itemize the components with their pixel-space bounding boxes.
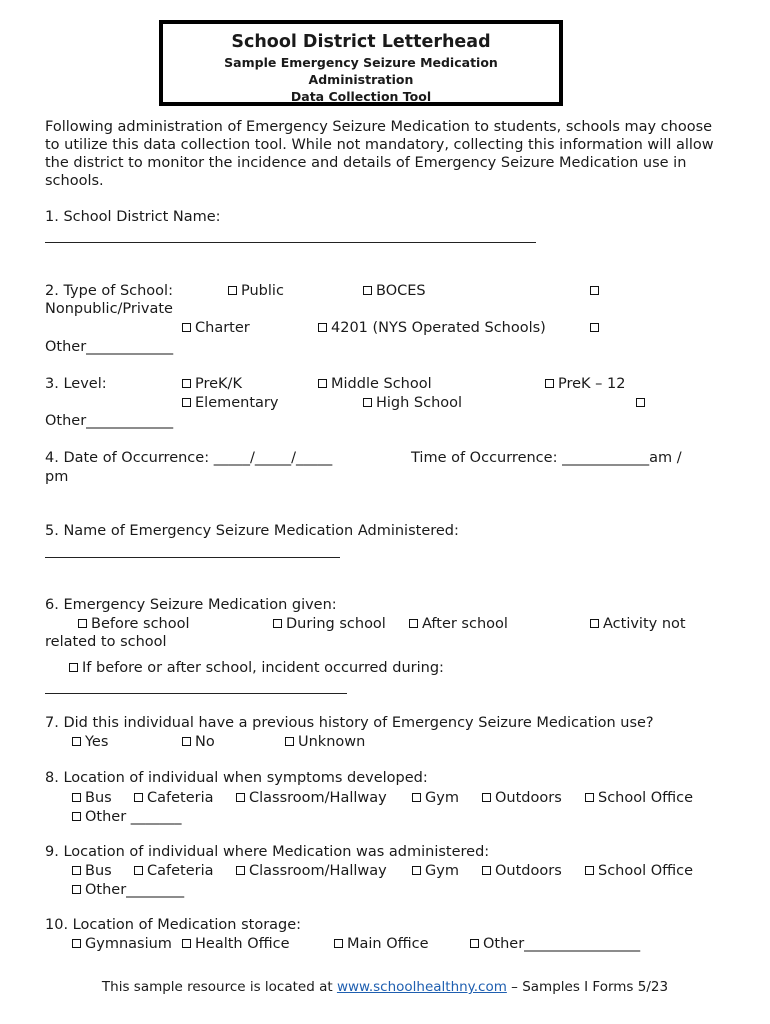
q6-after-option[interactable]: After school	[409, 615, 508, 633]
q6-label: 6. Emergency Seizure Medication given:	[45, 597, 337, 613]
footer-link[interactable]: www.schoolhealthny.com	[336, 979, 507, 995]
q8-classroom-option[interactable]: Classroom/Hallway	[236, 789, 387, 807]
q9-classroom-option[interactable]: Classroom/Hallway	[236, 862, 387, 880]
checkbox-icon[interactable]	[182, 323, 191, 332]
checkbox-icon[interactable]	[78, 619, 87, 628]
checkbox-icon[interactable]	[182, 939, 191, 948]
q3-prek12-option[interactable]: PreK – 12	[545, 375, 625, 393]
checkbox-icon[interactable]	[318, 379, 327, 388]
checkbox-icon[interactable]	[363, 286, 372, 295]
checkbox-icon[interactable]	[482, 866, 491, 875]
q3-elementary-option[interactable]: Elementary	[182, 394, 278, 412]
checkbox-icon[interactable]	[72, 793, 81, 802]
q10-other-option[interactable]: Other________________	[470, 935, 640, 953]
intro-paragraph: Following administration of Emergency Seizure Medication to students, schools may choose to utilize this data collection tool. While not mandatory, collecting this information will allow the district to monitor the incidence and details of Emergency Seizure Medication use in schools.	[45, 119, 714, 189]
q9-other-option[interactable]: Other________	[72, 881, 184, 899]
checkbox-icon[interactable]	[545, 379, 554, 388]
q8-outdoors-option[interactable]: Outdoors	[482, 789, 562, 807]
q10-health-option[interactable]: Health Office	[182, 935, 290, 953]
q5-label: 5. Name of Emergency Seizure Medication Administered:	[45, 523, 459, 539]
q6-before-option[interactable]: Before school	[78, 615, 190, 633]
checkbox-icon[interactable]	[72, 885, 81, 894]
medication-name-field[interactable]	[45, 557, 340, 558]
checkbox-icon[interactable]	[134, 866, 143, 875]
q6-during-option[interactable]: During school	[273, 615, 386, 633]
checkbox-icon[interactable]	[134, 793, 143, 802]
form-title-line-3: Data Collection Tool	[290, 89, 432, 104]
q10-gym-option[interactable]: Gymnasium	[72, 935, 172, 953]
footer-prefix: This sample resource is located at	[101, 979, 337, 995]
q3-label: 3. Level:	[45, 376, 107, 392]
checkbox-icon[interactable]	[590, 323, 599, 332]
checkbox-icon[interactable]	[228, 286, 237, 295]
checkbox-icon[interactable]	[236, 793, 245, 802]
checkbox-icon[interactable]	[285, 737, 294, 746]
q3-other-field[interactable]: Other____________	[45, 413, 174, 429]
q9-gym-option[interactable]: Gym	[412, 862, 459, 880]
q7-label: 7. Did this individual have a previous history of Emergency Seizure Medication use?	[45, 715, 654, 731]
q7-no-option[interactable]: No	[182, 733, 215, 751]
checkbox-icon[interactable]	[72, 866, 81, 875]
incident-during-field[interactable]	[45, 693, 347, 694]
q8-cafeteria-option[interactable]: Cafeteria	[134, 789, 214, 807]
q9-office-option[interactable]: School Office	[585, 862, 693, 880]
checkbox-icon[interactable]	[412, 793, 421, 802]
footer	[0, 978, 770, 996]
q2-nys-option[interactable]: 4201 (NYS Operated Schools)	[318, 319, 546, 337]
q3-middle-option[interactable]: Middle School	[318, 375, 432, 393]
q3-other-checkbox[interactable]	[636, 394, 649, 412]
q8-office-option[interactable]: School Office	[585, 789, 693, 807]
form-title-line-1: Sample Emergency Seizure Medication	[224, 55, 498, 70]
checkbox-icon[interactable]	[363, 398, 372, 407]
q2-boces-option[interactable]: BOCES	[363, 282, 426, 300]
form-title-line-2: Administration	[308, 72, 414, 87]
checkbox-icon[interactable]	[590, 286, 599, 295]
checkbox-icon[interactable]	[182, 379, 191, 388]
q2-other-field[interactable]: Other____________	[45, 339, 174, 355]
q8-label: 8. Location of individual when symptoms developed:	[45, 770, 428, 786]
q2-nonpublic-label: Nonpublic/Private	[45, 301, 173, 317]
checkbox-icon[interactable]	[72, 737, 81, 746]
q6-activity-option[interactable]: Activity not	[590, 615, 686, 633]
q9-outdoors-option[interactable]: Outdoors	[482, 862, 562, 880]
q10-main-option[interactable]: Main Office	[334, 935, 429, 953]
checkbox-icon[interactable]	[236, 866, 245, 875]
footer-suffix: – Samples I Forms 5/23	[506, 979, 669, 995]
q2-charter-option[interactable]: Charter	[182, 319, 250, 337]
q9-cafeteria-option[interactable]: Cafeteria	[134, 862, 214, 880]
q6-activity-label-cont: related to school	[45, 634, 167, 650]
checkbox-icon[interactable]	[72, 812, 81, 821]
checkbox-icon[interactable]	[334, 939, 343, 948]
q4-pm-label: pm	[45, 469, 69, 485]
checkbox-icon[interactable]	[72, 939, 81, 948]
q4-time-field[interactable]: Time of Occurrence: ____________am /	[411, 450, 682, 466]
checkbox-icon[interactable]	[69, 663, 78, 672]
q3-high-option[interactable]: High School	[363, 394, 462, 412]
q7-yes-option[interactable]: Yes	[72, 733, 108, 751]
q2-label: 2. Type of School:	[45, 283, 173, 299]
checkbox-icon[interactable]	[409, 619, 418, 628]
q7-unknown-option[interactable]: Unknown	[285, 733, 365, 751]
checkbox-icon[interactable]	[585, 866, 594, 875]
district-name-field[interactable]	[45, 242, 536, 243]
letterhead-title: School District Letterhead	[231, 32, 491, 52]
checkbox-icon[interactable]	[412, 866, 421, 875]
q3-prek-option[interactable]: PreK/K	[182, 375, 242, 393]
checkbox-icon[interactable]	[585, 793, 594, 802]
q9-bus-option[interactable]: Bus	[72, 862, 112, 880]
q2-other-checkbox[interactable]	[590, 319, 603, 337]
checkbox-icon[interactable]	[273, 619, 282, 628]
q8-gym-option[interactable]: Gym	[412, 789, 459, 807]
letterhead-box	[159, 20, 563, 106]
q8-bus-option[interactable]: Bus	[72, 789, 112, 807]
q6-incident-option[interactable]: If before or after school, incident occurred during:	[69, 659, 444, 677]
checkbox-icon[interactable]	[182, 398, 191, 407]
checkbox-icon[interactable]	[318, 323, 327, 332]
checkbox-icon[interactable]	[482, 793, 491, 802]
checkbox-icon[interactable]	[182, 737, 191, 746]
q4-date-field[interactable]: 4. Date of Occurrence: _____/_____/_____	[45, 450, 333, 466]
q1-label: 1. School District Name:	[45, 209, 221, 225]
q8-other-option[interactable]: Other _______	[72, 808, 182, 826]
q2-public-option[interactable]: Public	[228, 282, 284, 300]
q9-label: 9. Location of individual where Medication was administered:	[45, 844, 490, 860]
q10-label: 10. Location of Medication storage:	[45, 917, 302, 933]
checkbox-icon[interactable]	[590, 619, 599, 628]
checkbox-icon[interactable]	[470, 939, 479, 948]
checkbox-icon[interactable]	[636, 398, 645, 407]
q2-nonpublic-checkbox[interactable]	[590, 282, 603, 300]
